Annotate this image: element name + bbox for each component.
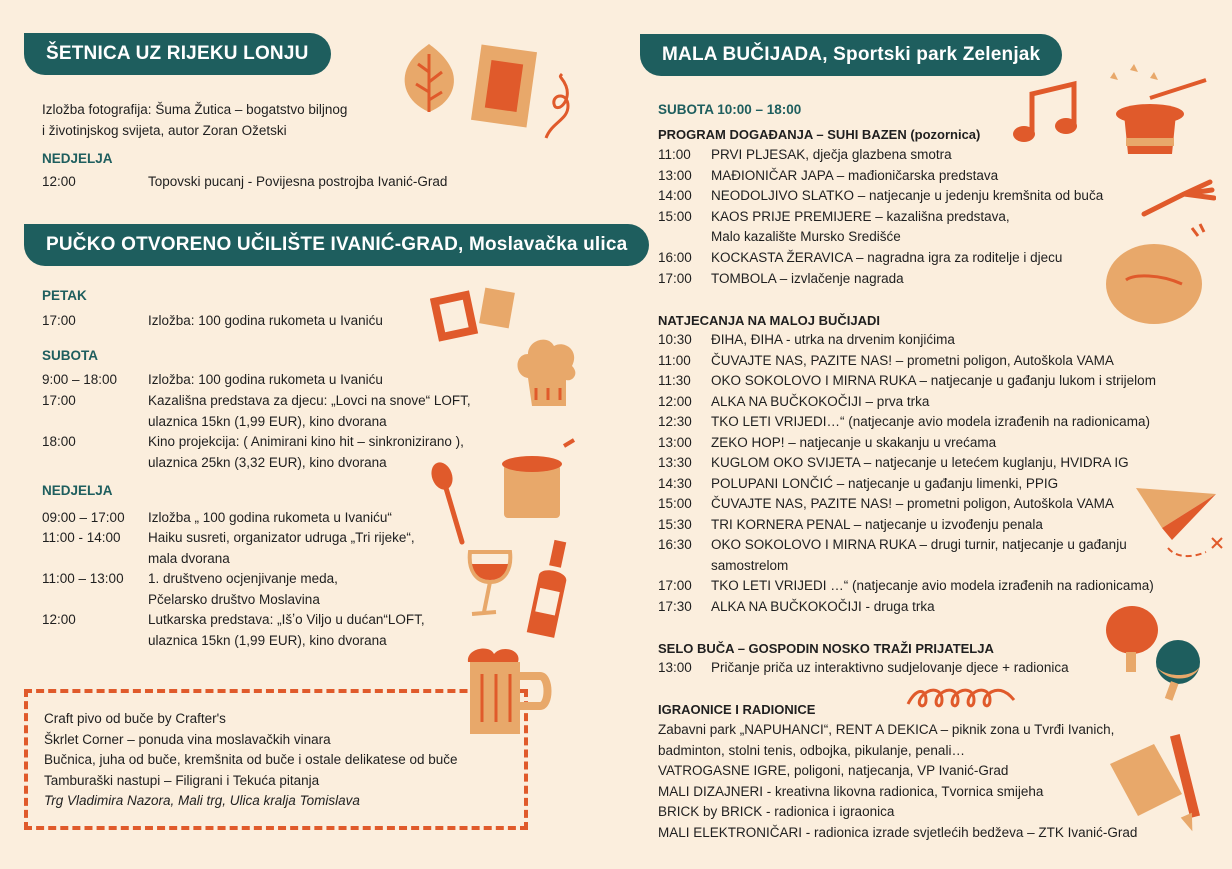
event-desc: ĐIHA, ĐIHA - utrka na drvenim konjićima (711, 332, 955, 347)
event-time: 17:00 (42, 393, 76, 408)
spoon-icon (428, 460, 468, 546)
event-desc: ČUVAJTE NAS, PAZITE NAS! – prometni poligon, Autoškola VAMA (711, 496, 1114, 511)
event-desc: ALKA NA BUČKOKOČIJI – prva trka (711, 393, 930, 409)
event-desc: TOMBOLA – izvlačenje nagrada (711, 270, 904, 286)
event-time: 17:30 (658, 598, 692, 614)
pou-title-text: PUČKO OTVORENO UČILIŠTE IVANIĆ-GRAD, (46, 234, 464, 255)
event-desc: Topovski pucanj - Povijesna postrojba Ivanić-Grad (148, 174, 448, 189)
info-location: Trg Vladimira Nazora, Mali trg, Ulica kralja Tomislava (44, 793, 360, 808)
magic-hat-icon (1090, 62, 1210, 166)
event-desc: TRI KORNERA PENAL – natjecanje u izvođenju penala (711, 516, 1043, 532)
setnica-title-text: ŠETNICA UZ RIJEKU LONJU (46, 43, 309, 64)
event-desc: OKO SOKOLOVO I MIRNA RUKA – natjecanje u gađanju lukom i strijelom (711, 373, 1156, 388)
bucijada-title-location: Sportski park Zelenjak (827, 44, 1041, 65)
event-time: 15:30 (658, 516, 692, 532)
event-desc: NEODOLJIVO SLATKO – natjecanje u jedenju kremšnita od buča (711, 188, 1104, 203)
event-desc: MAĐIONIČAR JAPA – mađioničarska predstava (711, 167, 999, 183)
selo-heading: SELO BUČA – GOSPODIN NOSKO TRAŽI PRIJATELJA (658, 641, 994, 656)
event-desc: Kazališna predstava za djecu: „Lovci na snove“ LOFT, (148, 393, 471, 408)
pot-icon (494, 436, 578, 522)
chef-hat-icon (514, 334, 580, 410)
setnica-intro-1: Izložba fotografija: Šuma Žutica – bogatstvo biljnog (42, 102, 348, 117)
event-desc: Haiku susreti, organizator udruga „Tri rijeke“, (148, 530, 415, 545)
squiggle-icon (538, 72, 578, 142)
setnica-day: NEDJELJA (42, 151, 113, 166)
event-desc: KAOS PRIJE PREMIJERE – kazališna predstava, (711, 208, 1010, 224)
event-desc-line2: samostrelom (711, 557, 789, 573)
info-line: Tamburaški nastupi – Filigrani i Tekuća pitanja (44, 772, 320, 788)
igraonice-line: BRICK by BRICK - radionica i igraonica (658, 804, 895, 819)
event-desc: KUGLOM OKO SVIJETA – natjecanje u letećem kuglanju, HVIDRA IG (711, 455, 1129, 470)
pou-petak: PETAK (42, 288, 87, 303)
setnica-intro-2: i životinjskog svijeta, autor Zoran Ožetski (42, 123, 287, 138)
event-time: 09:00 – 17:00 (42, 510, 125, 525)
ping-pong-icon (1098, 600, 1208, 706)
event-desc: Lutkarska predstava: „Išʼo Viljo u dućan“LOFT, (148, 612, 425, 627)
event-desc: 1. društveno ocjenjivanje meda, (148, 571, 338, 586)
event-time: 11:00 - 14:00 (42, 530, 121, 545)
event-time: 13:00 (658, 167, 692, 183)
event-desc-line2: ulaznica 15kn (1,99 EUR), kino dvorana (148, 413, 387, 429)
event-desc-line2: mala dvorana (148, 550, 230, 566)
event-time: 13:00 (658, 660, 692, 675)
event-desc: Izložba: 100 godina rukometa u Ivaniću (148, 313, 383, 328)
event-time: 11:00 (658, 147, 691, 162)
event-time: 17:00 (658, 578, 692, 593)
picture-frame-icon (430, 284, 520, 348)
picture-frame-icon (470, 44, 540, 130)
event-desc: PRVI PLJESAK, dječja glazbena smotra (711, 147, 952, 162)
event-desc: ČUVAJTE NAS, PAZITE NAS! – prometni poligon, Autoškola VAMA (711, 352, 1114, 368)
igraonice-line: MALI DIZAJNERI - kreativna likovna radionica, Tvornica smijeha (658, 783, 1044, 799)
pou-nedjelja: NEDJELJA (42, 483, 113, 498)
event-time: 14:30 (658, 475, 692, 491)
info-box (24, 689, 528, 830)
squiggle-icon (904, 684, 1020, 714)
pencil-icon (1104, 724, 1204, 836)
bucijada-title-text: MALA BUČIJADA, (662, 44, 828, 65)
event-desc: Pričanje priča uz interaktivno sudjelovanje djece + radionica (711, 660, 1069, 675)
event-time: 17:00 (42, 313, 76, 328)
beer-mug-icon (460, 642, 558, 738)
event-desc-line2: ulaznica 25kn (3,32 EUR), kino dvorana (148, 454, 387, 470)
event-desc: ZEKO HOP! – natjecanje u skakanju u vrećama (711, 434, 997, 450)
pou-subota: SUBOTA (42, 348, 98, 363)
event-time: 15:00 (658, 208, 692, 224)
music-note-icon (1012, 80, 1082, 146)
event-desc: Izložba „ 100 godina rukometa u Ivaniću“ (148, 510, 392, 525)
info-line: Škrlet Corner – ponuda vina moslavačkih vinara (44, 731, 331, 747)
event-desc-line2: Malo kazalište Mursko Središće (711, 229, 901, 244)
event-time: 12:30 (658, 414, 692, 429)
igraonice-heading: IGRAONICE I RADIONICE (658, 702, 816, 717)
igraonice-line: Zabavni park „NAPUHANCI“, RENT A DEKICA – piknik zona u Tvrđi Ivanich, (658, 722, 1115, 737)
pou-title (24, 224, 649, 266)
igraonice-line: VATROGASNE IGRE, poligoni, natjecanja, VP Ivanić-Grad (658, 763, 1009, 778)
event-time: 13:00 (658, 434, 692, 450)
bucijada-title (640, 34, 1062, 76)
event-desc: TKO LETI VRIJEDI …“ (natjecanje avio modela izrađenih na radionicama) (711, 578, 1154, 593)
event-desc-line2: Pčelarsko društvo Moslavina (148, 591, 320, 607)
event-desc: Izložba: 100 godina rukometa u Ivaniću (148, 372, 383, 387)
event-desc: Kino projekcija: ( Animirani kino hit – sinkronizirano ), (148, 434, 464, 449)
pumpkin-icon (1100, 222, 1212, 328)
event-time: 18:00 (42, 434, 76, 449)
event-time: 14:00 (658, 188, 692, 203)
event-desc-line2: ulaznica 15kn (1,99 EUR), kino dvorana (148, 632, 387, 648)
event-desc: TKO LETI VRIJEDI…“ (natjecanje avio modela izrađenih na radionicama) (711, 414, 1150, 429)
event-time: 11:30 (658, 373, 691, 388)
event-time: 10:30 (658, 332, 692, 347)
info-line: Craft pivo od buče by Crafter's (44, 711, 226, 726)
event-desc: POLUPANI LONČIĆ – natjecanje u gađanju limenki, PPIG (711, 475, 1059, 491)
event-time: 11:00 – 13:00 (42, 571, 124, 586)
natjecanja-heading: NATJECANJA NA MALOJ BUČIJADI (658, 313, 880, 328)
igraonice-line: MALI ELEKTRONIČARI - radionica izrade svjetlećih bedževa – ZTK Ivanić-Grad (658, 824, 1138, 840)
info-line: Bučnica, juha od buče, kremšnita od buče i ostale delikatese od buče (44, 752, 458, 767)
event-desc: ALKA NA BUČKOKOČIJI - druga trka (711, 598, 935, 614)
event-desc: OKO SOKOLOVO I MIRNA RUKA – drugi turnir, natjecanje u gađanju (711, 537, 1127, 552)
event-time: 9:00 – 18:00 (42, 372, 118, 387)
paper-plane-icon (1132, 478, 1228, 568)
event-time: 13:30 (658, 455, 692, 470)
leaf-icon (398, 42, 460, 114)
pou-title-location: Moslavačka ulica (463, 234, 628, 255)
event-time: 16:30 (658, 537, 692, 552)
program-heading: PROGRAM DOGAĐANJA – SUHI BAZEN (pozornica) (658, 127, 981, 142)
fork-icon (1140, 178, 1216, 218)
bucijada-day: SUBOTA 10:00 – 18:00 (658, 102, 802, 117)
event-time: 11:00 (658, 352, 691, 368)
wine-bottle-icon (522, 538, 578, 642)
event-time: 12:00 (42, 174, 76, 189)
setnica-title (24, 33, 331, 75)
event-time: 17:00 (658, 270, 692, 286)
wine-glass-icon (462, 546, 522, 622)
event-desc: KOCKASTA ŽERAVICA – nagradna igra za roditelje i djecu (711, 250, 1063, 265)
event-time: 16:00 (658, 250, 692, 265)
event-time: 15:00 (658, 496, 692, 511)
event-time: 12:00 (42, 612, 76, 627)
igraonice-line: badminton, stolni tenis, odbojka, pikulanje, penali… (658, 742, 965, 758)
event-time: 12:00 (658, 393, 692, 409)
